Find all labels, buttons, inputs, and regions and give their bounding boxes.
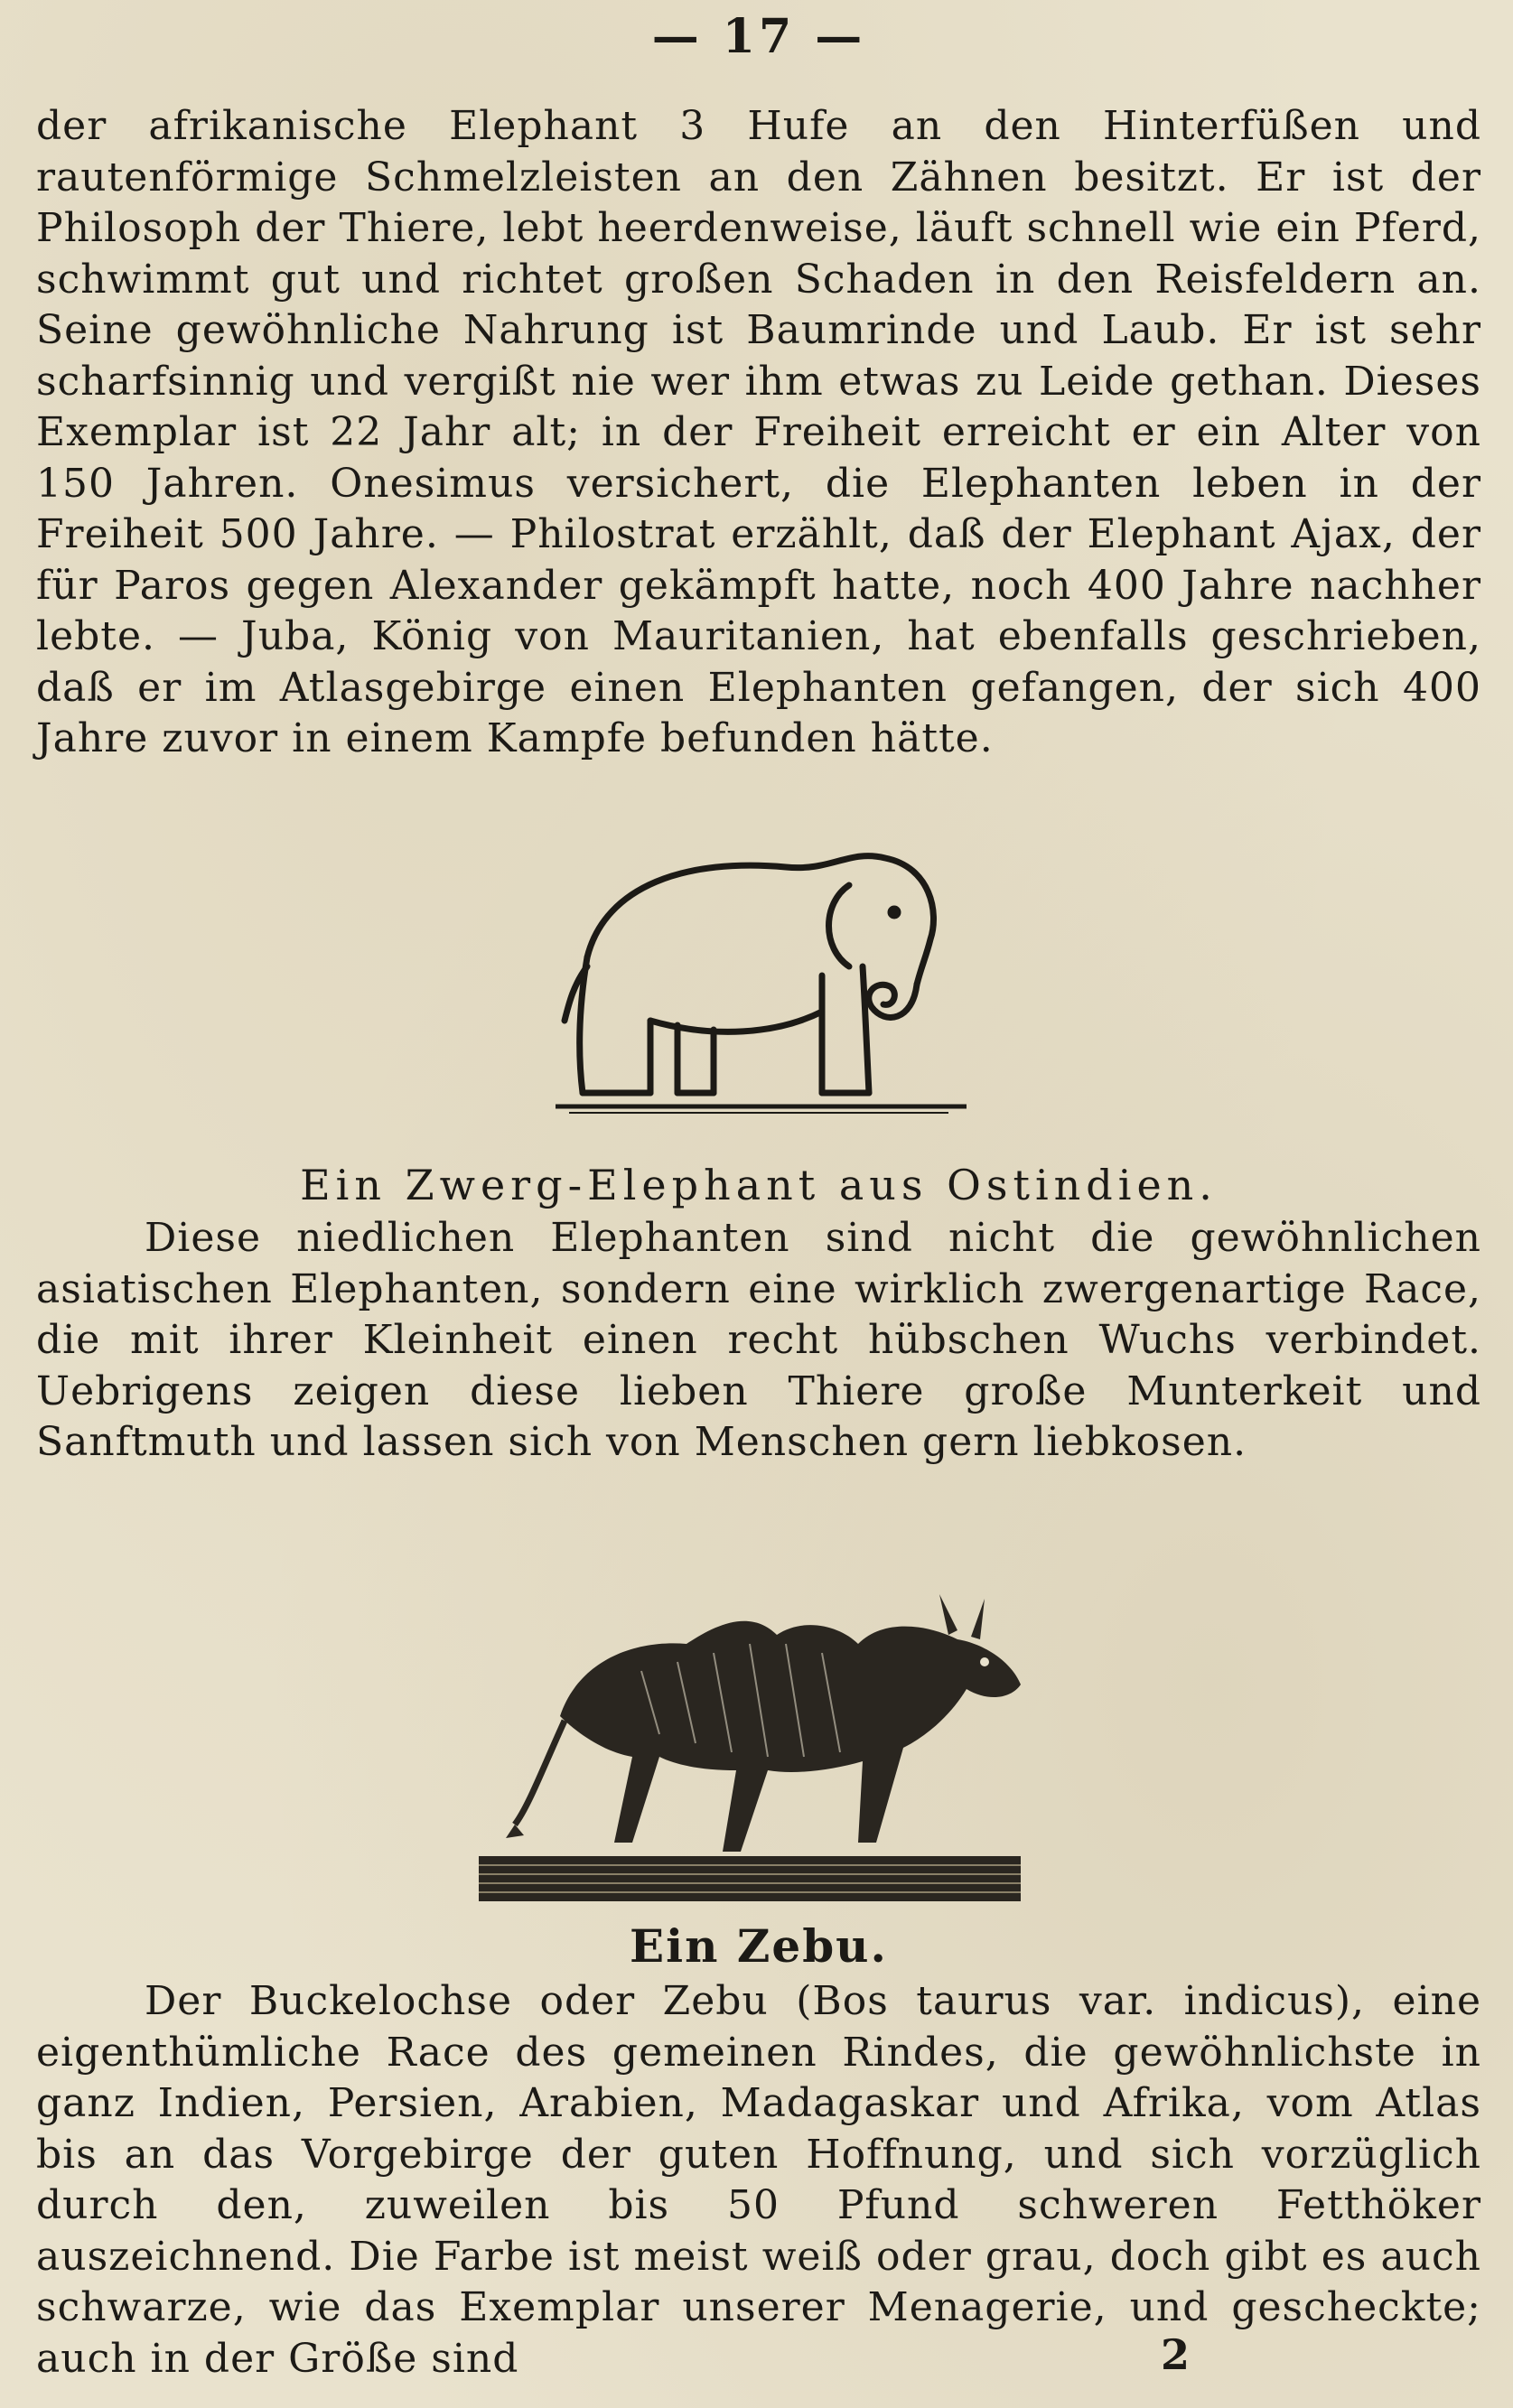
signature-mark: 2 [1161,2330,1191,2379]
page-number: — 17 — [651,9,866,64]
paragraph-elephant-text: der afrikanische Elephant 3 Hufe an den Hinterfüßen und rautenförmige Schmelzleisten an den Zähnen besitzt. Er ist der Philosoph der Thiere, lebt heerdenweise, läuft schnell wie ein Pferd, schwimmt gut und richtet großen Schaden in den Reisfeldern an. Seine gewöhnliche Nahrung ist Baumrinde und Laub. Er ist sehr scharfsinnig und vergißt nie wer ihm etwas zu Leide gethan. Dieses Exemplar ist 22 Jahr alt; in der Freiheit erreicht er ein Alter von 150 Jahren. Onesimus versichert, die Elephanten leben in der Freiheit 500 Jahre. — Philostrat erzählt, daß der Elephant Ajax, der für Paros gegen Alexander gekämpft hatte, noch 400 Jahre nachher lebte. — Juba, König von Mauritanien, hat ebenfalls geschrieben, daß er im Atlasgebirge einen Elephanten gefangen, der sich 400 Jahre zuvor in einem Kampfe befunden hätte. [36,103,1481,761]
document-page [36,0,1481,2408]
paragraph-zebu: Der Buckelochse oder Zebu (Bos taurus var. indicus), eine eigenthümliche Race des gemeinen Rindes, die gewöhnlichste in ganz Indien, Persien, Arabien, Madagaskar und Afrika, vom Atlas bis an das Vorgebirge der guten Hoffnung, und sich vorzüglich durch den, zuweilen bis 50 Pfund schweren Fetthöker auszeichnend. Die Farbe ist meist weiß oder grau, doch gibt es auch schwarze, wie das Exemplar unserer Menagerie, und gescheckte; auch in der Größe sind [36,1978,1481,2382]
caption-zebu: Ein Zebu. [630,1919,888,1973]
caption-dwarf-elephant: Ein Zwerg-Elephant aus Ostindien. [300,1161,1218,1209]
paragraph-dwarf-elephant: Diese niedlichen Elephanten sind nicht die gewöhnlichen asiatischen Elephanten, sondern eine wirklich zwergenartige Race, die mit ihrer Kleinheit einen recht hübschen Wuchs verbindet. Uebrigens zeigen diese lieben Thiere große Munterkeit und Sanftmuth und lassen sich von Menschen gern liebkosen. [36,1215,1481,1465]
zebu-woodcut-icon [479,1554,1039,1915]
elephant-woodcut-icon [551,831,985,1129]
